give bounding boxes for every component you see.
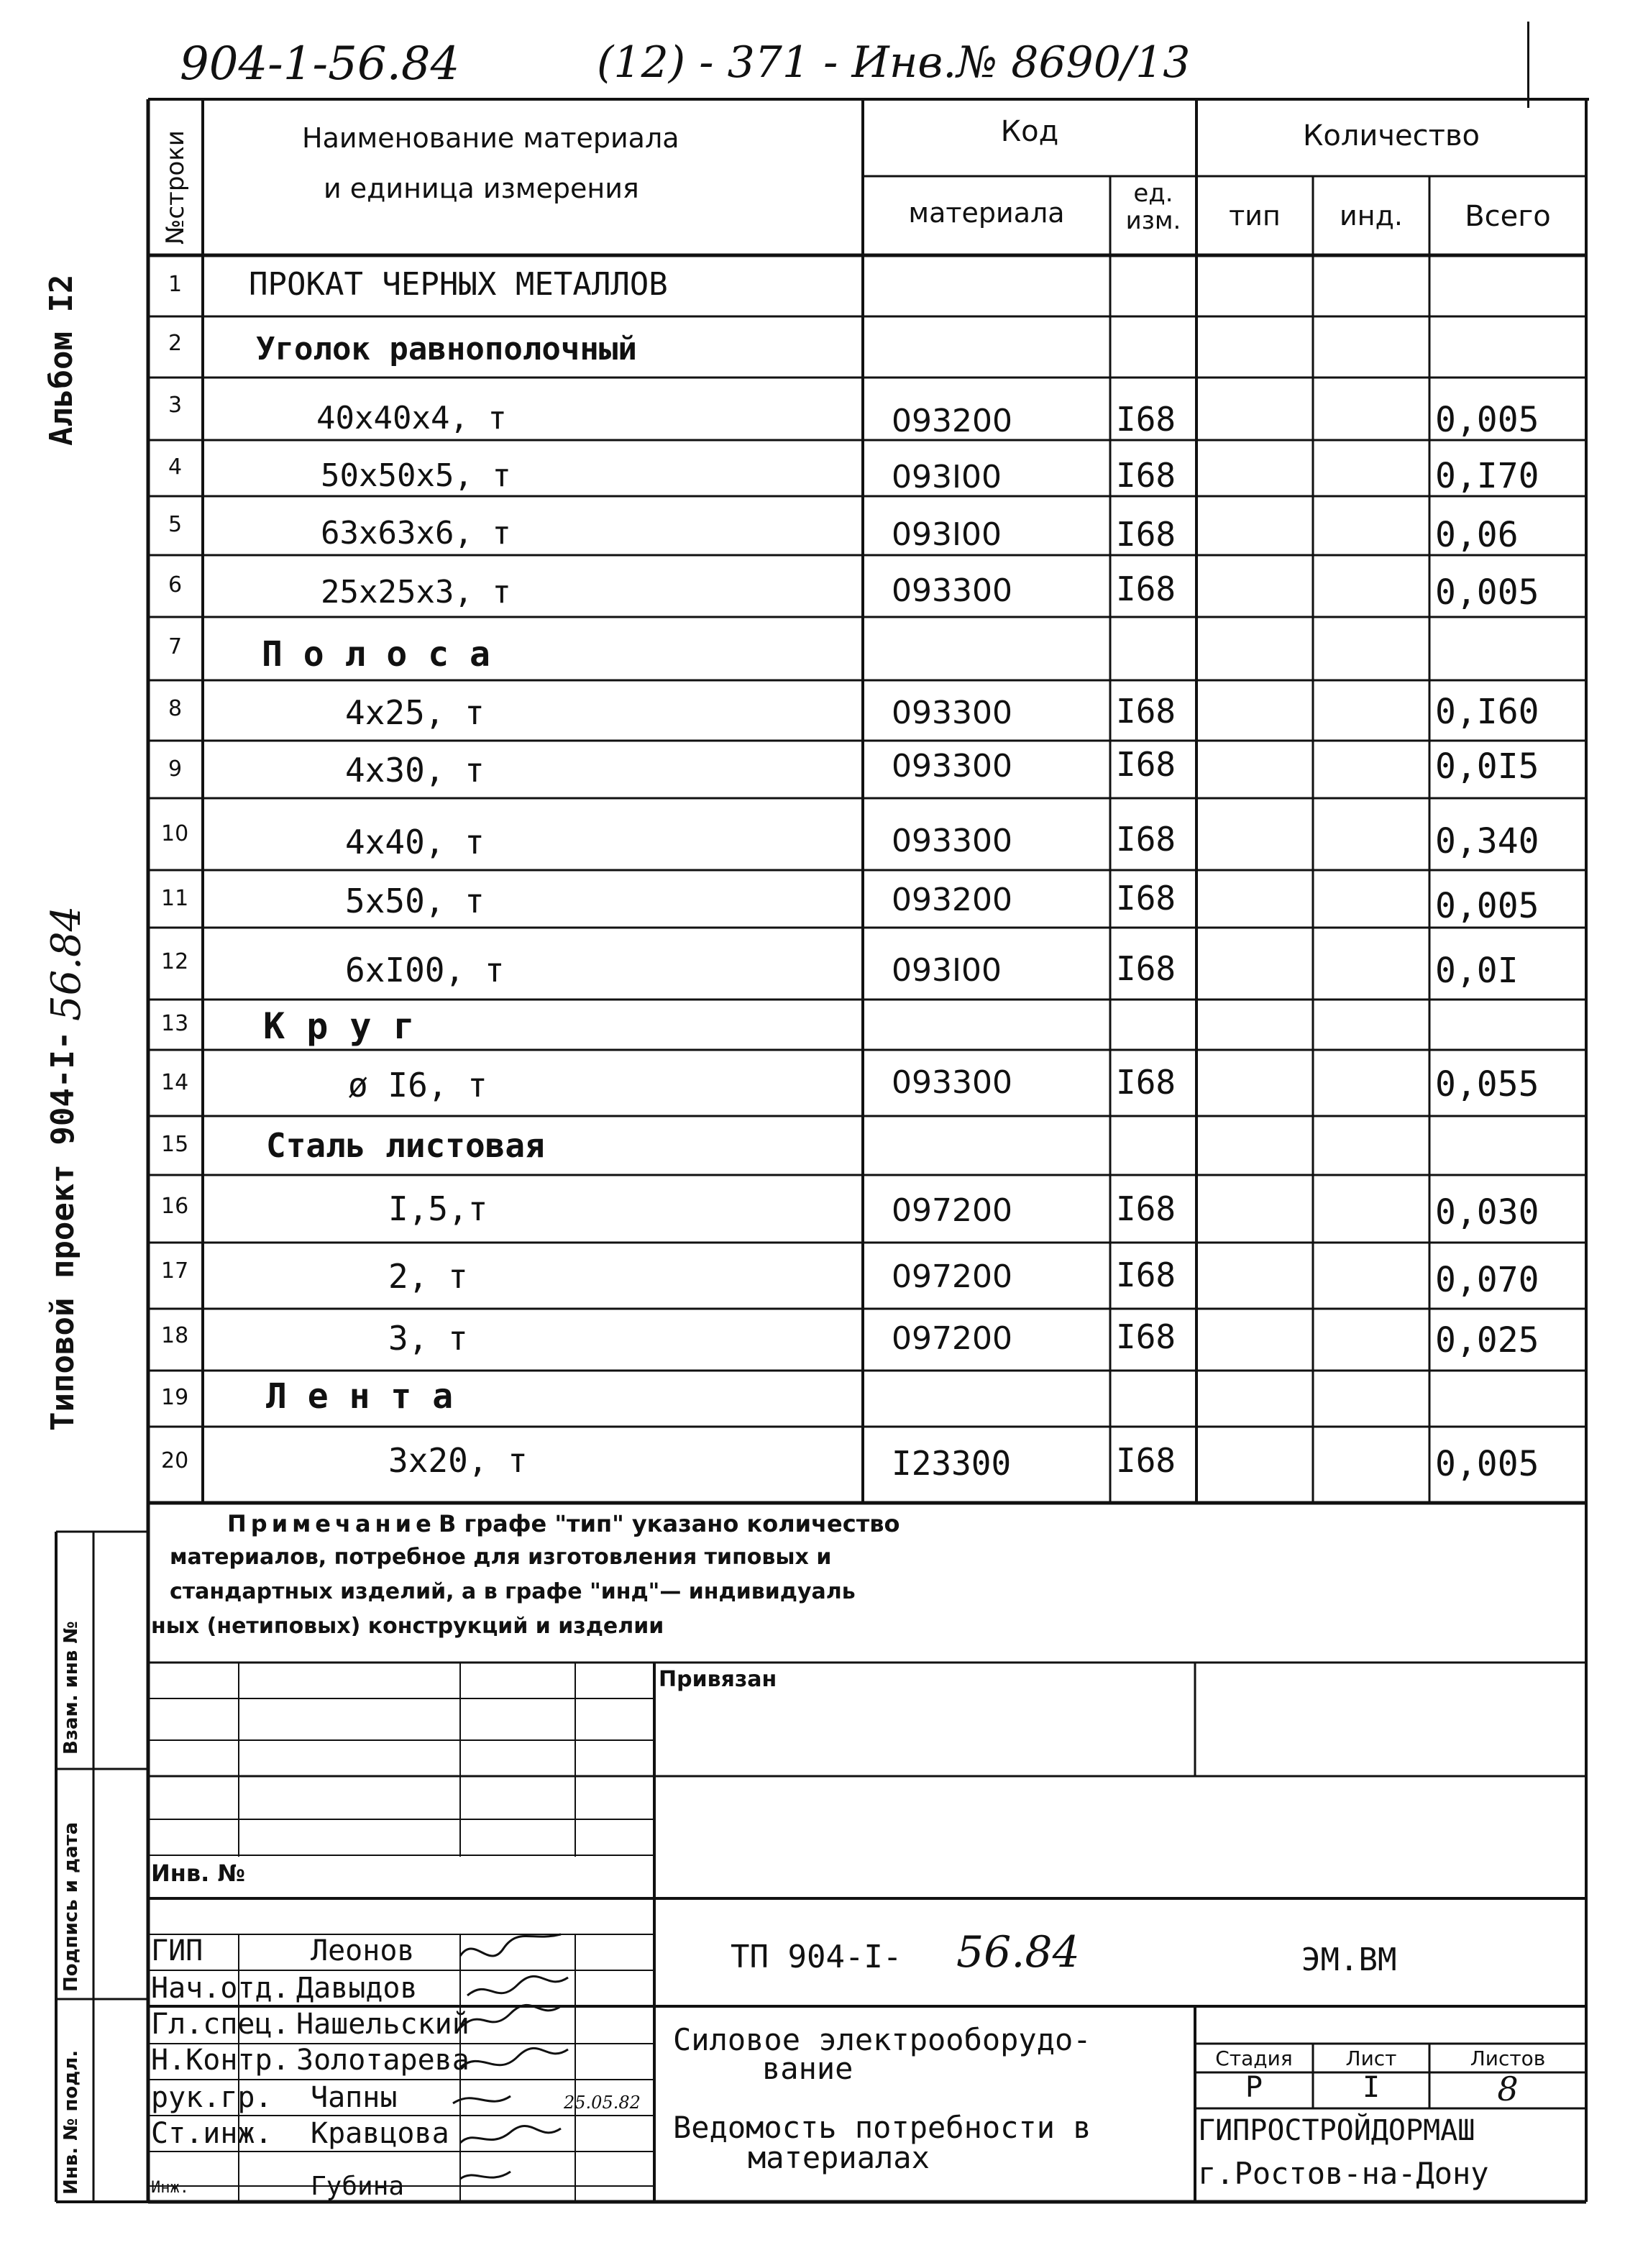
- material-name: 4х25, т: [345, 693, 485, 732]
- signature-mark: [460, 1934, 561, 1956]
- quantity-total: 0,06: [1435, 515, 1519, 555]
- material-code: 093300: [892, 823, 1012, 859]
- note-line: В графе "тип" указано количество: [439, 1510, 900, 1537]
- quantity-total: 0,005: [1435, 572, 1539, 613]
- row-number: 20: [161, 1448, 189, 1473]
- document-number-printed: ТП 904-I-: [731, 1939, 902, 1975]
- quantity-total: 0,0I5: [1435, 746, 1539, 787]
- unit-code: I68: [1116, 1189, 1176, 1228]
- margin-stamp-original-inventory: Инв. № подл.: [60, 2049, 82, 2195]
- material-code: 097200: [892, 1192, 1012, 1229]
- material-code: 093200: [892, 882, 1012, 918]
- unit-code: I68: [1116, 456, 1176, 495]
- material-name: 4х40, т: [345, 823, 485, 861]
- column-header-total: Всего: [1465, 200, 1551, 233]
- sheets-label: Листов: [1470, 2047, 1546, 2070]
- sheet-title-line1: Ведомость потребности в: [673, 2110, 1091, 2145]
- row-number: 16: [161, 1194, 189, 1219]
- unit-code: I68: [1116, 1441, 1176, 1480]
- quantity-total: 0,I60: [1435, 692, 1539, 732]
- unit-code: I68: [1116, 1256, 1176, 1294]
- column-header-code: Код: [1000, 115, 1059, 148]
- quantity-total: 0,0I: [1435, 951, 1519, 991]
- unit-code: I68: [1116, 400, 1176, 439]
- signer-role: Нач.отд.: [151, 1972, 290, 2005]
- sheet-label: Лист: [1345, 2047, 1397, 2070]
- quantity-total: 0,025: [1435, 1320, 1539, 1361]
- album-label: Альбом I2: [43, 274, 80, 446]
- material-code: 097200: [892, 1320, 1012, 1357]
- material-name: П о л о с а: [262, 634, 490, 675]
- signer-name: Нашельский: [296, 2008, 470, 2041]
- column-header-name-line1: Наименование материала: [302, 122, 679, 154]
- signature-mark: [460, 2172, 511, 2179]
- document-number-handwritten: 56.84: [956, 1927, 1080, 1977]
- unit-code: I68: [1116, 1063, 1176, 1102]
- sheet-title-line2: материалах: [748, 2140, 930, 2175]
- row-number: 1: [168, 272, 183, 297]
- material-name: I,5,т: [388, 1189, 488, 1228]
- unit-code: I68: [1116, 949, 1176, 988]
- row-number: 17: [161, 1258, 189, 1284]
- margin-stamp-signature-date: Подпись и дата: [60, 1821, 82, 1992]
- signer-name: Леонов: [311, 1934, 415, 1967]
- quantity-total: 0,070: [1435, 1260, 1539, 1300]
- inventory-number-label: Инв. №: [151, 1860, 245, 1887]
- material-name: Л е н т а: [266, 1376, 454, 1417]
- material-code: 093300: [892, 748, 1012, 785]
- stage-label: Стадия: [1215, 2047, 1293, 2070]
- signer-role: Инж.: [151, 2179, 189, 2197]
- row-number: 11: [161, 886, 189, 911]
- sheet-value: I: [1362, 2071, 1381, 2104]
- material-name: 3х20, т: [388, 1441, 528, 1480]
- organization-name: ГИПРОСТРОЙДОРМАШ: [1198, 2114, 1475, 2147]
- quantity-total: 0,340: [1435, 821, 1539, 861]
- signature-mark: [467, 1976, 568, 1995]
- material-name: 63х63х6, т: [321, 515, 511, 552]
- quantity-total: 0,005: [1435, 1444, 1539, 1484]
- material-name: 25х25х3, т: [321, 574, 511, 611]
- material-name: 3, т: [388, 1319, 468, 1358]
- note-line: материалов, потребное для изготовления типовых и: [170, 1545, 832, 1570]
- row-number: 4: [168, 454, 183, 480]
- material-code: 093I00: [892, 952, 1002, 989]
- note-title: Примечание: [227, 1510, 436, 1537]
- unit-code: I68: [1116, 745, 1176, 784]
- signer-name: Кравцова: [311, 2117, 449, 2150]
- column-header-name-line2: и единица измерения: [324, 173, 639, 204]
- row-number: 12: [161, 949, 189, 974]
- material-code: 097200: [892, 1258, 1012, 1295]
- column-header-row-number: №строки: [161, 130, 190, 244]
- note-line: ных (нетиповых) конструкций и изделии: [151, 1614, 664, 1639]
- signature-mark: [460, 2005, 561, 2028]
- row-number: 15: [161, 1132, 189, 1157]
- row-number: 8: [168, 696, 183, 721]
- project-label: Типовой проект 904-I-: [45, 1030, 81, 1431]
- material-code: 093300: [892, 1064, 1012, 1101]
- unit-code: I68: [1116, 692, 1176, 731]
- doc-code-handwritten: 904-1-56.84: [180, 37, 460, 91]
- material-name: 2, т: [388, 1257, 468, 1296]
- quantity-total: 0,030: [1435, 1192, 1539, 1233]
- row-number: 2: [168, 331, 183, 356]
- row-number: 9: [168, 756, 183, 782]
- row-number: 5: [168, 512, 183, 537]
- signature-mark: [453, 2096, 511, 2103]
- material-name: 40х40х4, т: [316, 400, 507, 436]
- material-name: 6хI00, т: [345, 951, 505, 989]
- quantity-total: 0,005: [1435, 886, 1539, 926]
- signer-role: рук.гр.: [151, 2081, 273, 2114]
- column-header-code-material: материала: [908, 197, 1065, 229]
- row-number: 14: [161, 1070, 189, 1095]
- material-code: 093300: [892, 695, 1012, 731]
- unit-code: I68: [1116, 570, 1176, 608]
- margin-stamp-replacement-inventory: Взам. инв №: [60, 1621, 82, 1755]
- material-code: 093I00: [892, 459, 1002, 495]
- column-header-type: тип: [1229, 200, 1281, 232]
- unit-code: I68: [1116, 515, 1176, 554]
- material-name: ø I6, т: [348, 1066, 487, 1105]
- row-number: 7: [168, 634, 183, 659]
- row-number: 6: [168, 572, 183, 598]
- material-code: 093I00: [892, 516, 1002, 553]
- material-name: 50х50х5, т: [321, 457, 511, 494]
- stage-value: Р: [1245, 2071, 1263, 2104]
- signer-name: Чапны: [311, 2081, 398, 2114]
- unit-code: I68: [1116, 879, 1176, 918]
- row-number: 3: [168, 393, 183, 418]
- signer-name: Давыдов: [296, 1972, 418, 2005]
- attached-label: Привязан: [659, 1667, 777, 1692]
- material-code: I23300: [892, 1444, 1012, 1483]
- column-header-individual: инд.: [1340, 200, 1403, 232]
- signer-role: Гл.спец.: [151, 2008, 290, 2041]
- organization-city: г.Ростов-на-Дону: [1198, 2156, 1489, 2191]
- signer-name: Золотарева: [296, 2044, 470, 2077]
- unit-code: I68: [1116, 820, 1176, 859]
- signer-role: ГИП: [151, 1934, 203, 1967]
- material-name: Сталь листовая: [266, 1126, 545, 1165]
- signature-scribbles: [446, 1927, 582, 2200]
- project-title-line1: Силовое электрооборудо-: [673, 2022, 1091, 2057]
- row-number: 10: [161, 821, 189, 846]
- signer-role: Н.Контр.: [151, 2044, 290, 2077]
- material-code: 093300: [892, 572, 1012, 609]
- document-mark: ЭМ.ВМ: [1301, 1942, 1397, 1978]
- project-title-line2: вание: [762, 2051, 853, 2086]
- quantity-total: 0,005: [1435, 400, 1539, 440]
- material-name: ПРОКАТ ЧЕРНЫХ МЕТАЛЛОВ: [249, 266, 668, 303]
- row-number: 18: [161, 1323, 189, 1348]
- quantity-total: 0,I70: [1435, 456, 1539, 496]
- project-number-handwritten: 56.84: [43, 905, 90, 1021]
- material-name: К р у г: [263, 1005, 415, 1047]
- column-header-unit: ед. изм.: [1125, 179, 1181, 235]
- material-code: 093200: [892, 403, 1012, 439]
- quantity-total: 0,055: [1435, 1064, 1539, 1105]
- material-name: 5х50, т: [345, 882, 485, 920]
- unit-code: I68: [1116, 1317, 1176, 1356]
- signature-date: 25.05.82: [564, 2093, 641, 2113]
- signer-role: Ст.инж.: [151, 2117, 273, 2150]
- material-name: Уголок равнополочный: [256, 331, 637, 367]
- signer-name: Губина: [311, 2172, 405, 2201]
- row-number: 13: [161, 1011, 189, 1036]
- signature-mark: [460, 2126, 561, 2143]
- row-number: 19: [161, 1385, 189, 1410]
- material-name: 4х30, т: [345, 751, 485, 790]
- archive-reference-handwritten: (12) - 371 - Инв.№ 8690/13: [597, 37, 1191, 88]
- sheets-value: 8: [1497, 2070, 1519, 2108]
- signature-mark: [460, 2048, 568, 2067]
- column-header-quantity: Количество: [1302, 119, 1480, 152]
- note-line: стандартных изделий, а в графе "инд"— индивидуаль: [170, 1579, 856, 1604]
